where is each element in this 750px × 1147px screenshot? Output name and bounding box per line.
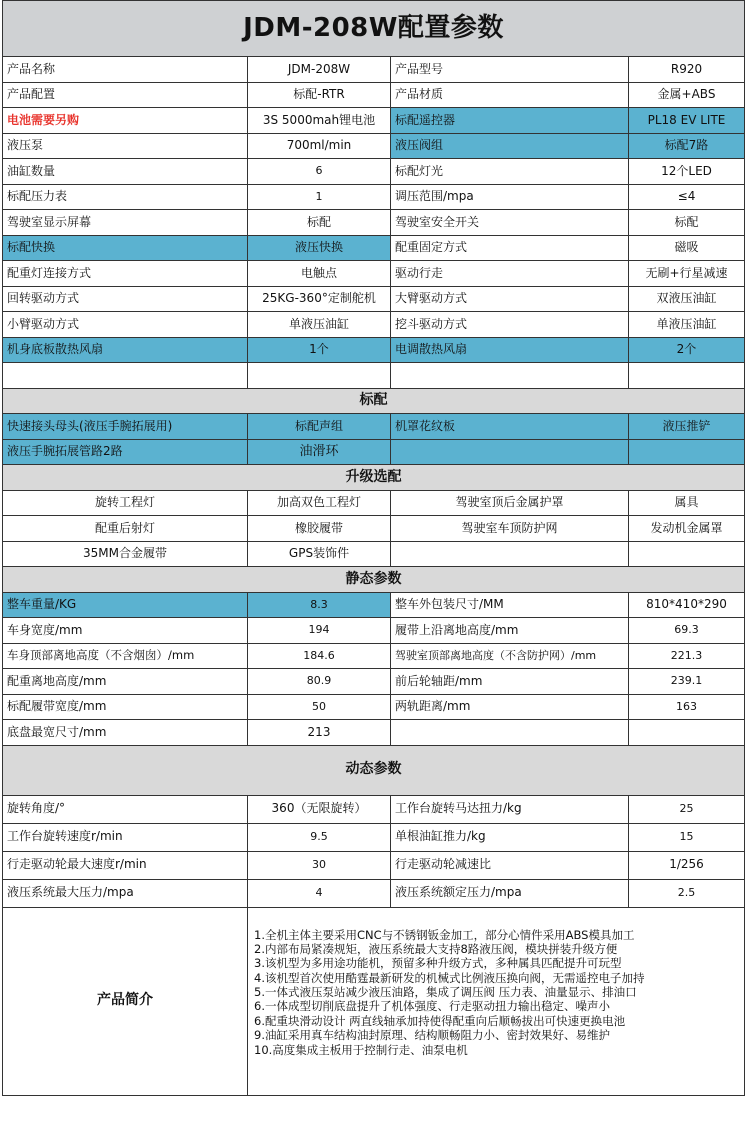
param-value: 25KG-360°定制舵机 (248, 286, 391, 312)
param-label: 小臂驱动方式 (3, 312, 248, 338)
param-value: 239.1 (629, 669, 745, 695)
param-value: 单液压油缸 (248, 312, 391, 338)
intro-text (248, 907, 745, 1095)
upgrade-item (391, 541, 629, 567)
param-value: 1个 (248, 337, 391, 363)
table-row (3, 879, 745, 907)
upgrade-item: 配重后射灯 (3, 516, 248, 542)
param-value: 1 (248, 184, 391, 210)
param-label: 液压阀组 (391, 133, 629, 159)
intro-line: 9.油缸采用真车结构油封原理、结构顺畅阻力小、密封效果好、易维护 (254, 1028, 610, 1043)
param-label: 车身顶部离地高度（不含烟囱）/mm (3, 643, 248, 669)
param-value: 12个LED (629, 159, 745, 185)
table-row (3, 57, 745, 83)
param-value: 9.5 (248, 823, 391, 851)
section-standard-header: 标配 (3, 388, 745, 414)
table-row (3, 643, 745, 669)
upgrade-item: 驾驶室车顶防护网 (391, 516, 629, 542)
param-value: 2个 (629, 337, 745, 363)
section-header-row (3, 465, 745, 491)
table-row (3, 541, 745, 567)
param-label: 标配遥控器 (391, 108, 629, 134)
intro-line: 4.该机型首次使用酷霆最新研发的机械式比例液压换向阀，无需遥控电子加持 (254, 970, 645, 985)
table-row (3, 108, 745, 134)
param-label: 底盘最宽尺寸/mm (3, 720, 248, 746)
intro-line: 10.高度集成主板用于控制行走、油泵电机 (254, 1042, 468, 1057)
param-label: 标配灯光 (391, 159, 629, 185)
intro-label: 产品简介 (3, 907, 248, 1095)
section-header-row (3, 745, 745, 795)
param-value: 无刷+行星减速 (629, 261, 745, 287)
param-label: 油缸数量 (3, 159, 248, 185)
table-row (3, 669, 745, 695)
param-value: 700ml/min (248, 133, 391, 159)
param-label: 电调散热风扇 (391, 337, 629, 363)
param-value: 8.3 (248, 592, 391, 618)
table-row (3, 618, 745, 644)
param-label: 回转驱动方式 (3, 286, 248, 312)
param-label: 液压系统额定压力/mpa (391, 879, 629, 907)
table-row (3, 337, 745, 363)
param-label: 配重离地高度/mm (3, 669, 248, 695)
table-row (3, 286, 745, 312)
param-label: 车身宽度/mm (3, 618, 248, 644)
section-dynamic-header: 动态参数 (3, 745, 745, 795)
param-label (391, 720, 629, 746)
param-label: 两轨距离/mm (391, 694, 629, 720)
param-label: 驾驶室顶部离地高度（不含防护网）/mm (391, 643, 629, 669)
table-row (3, 210, 745, 236)
param-label: 旋转角度/° (3, 795, 248, 823)
param-label: 单根油缸推力/kg (391, 823, 629, 851)
standard-item (391, 439, 629, 465)
param-value: 184.6 (248, 643, 391, 669)
param-label: 产品配置 (3, 82, 248, 108)
param-value: 213 (248, 720, 391, 746)
param-label: 挖斗驱动方式 (391, 312, 629, 338)
empty-row (3, 363, 745, 389)
param-label: 标配快换 (3, 235, 248, 261)
upgrade-item: 属具 (629, 490, 745, 516)
param-label: 前后轮轴距/mm (391, 669, 629, 695)
param-value: PL18 EV LITE (629, 108, 745, 134)
param-value: 50 (248, 694, 391, 720)
param-label: 配重灯连接方式 (3, 261, 248, 287)
param-value: R920 (629, 57, 745, 83)
param-label: 行走驱动轮最大速度r/min (3, 851, 248, 879)
param-value: 液压快换 (248, 235, 391, 261)
intro-line: 5.一体式液压泵站减少液压油路，集成了调压阀 压力表、油量显示、排油口 (254, 985, 637, 999)
table-row (3, 439, 745, 465)
param-label: 行走驱动轮减速比 (391, 851, 629, 879)
section-static-header: 静态参数 (3, 567, 745, 593)
intro-line: 6.配重块滑动设计 两直线轴承加持使得配重向后顺畅拔出可快速更换电池 (254, 1013, 626, 1028)
param-value: 194 (248, 618, 391, 644)
intro-line: 3.该机型为多用途功能机，预留多种升级方式，多种属具匹配提升可玩型 (254, 956, 622, 971)
param-value: 电触点 (248, 261, 391, 287)
param-label: 配重固定方式 (391, 235, 629, 261)
param-label: 驾驶室显示屏幕 (3, 210, 248, 236)
param-value: 1/256 (629, 851, 745, 879)
param-label: 调压范围/mpa (391, 184, 629, 210)
table-row (3, 592, 745, 618)
standard-item (629, 439, 745, 465)
param-label: 标配压力表 (3, 184, 248, 210)
param-label: 标配履带宽度/mm (3, 694, 248, 720)
upgrade-item: 橡胶履带 (248, 516, 391, 542)
standard-item: 液压推铲 (629, 414, 745, 440)
param-label: 工作台旋转马达扭力/kg (391, 795, 629, 823)
upgrade-item: 加高双色工程灯 (248, 490, 391, 516)
intro-line: 2.内部布局紧凑规矩，液压系统最大支持8路液压阀，模块拼装升级方便 (254, 941, 618, 956)
table-row (3, 133, 745, 159)
param-value: 221.3 (629, 643, 745, 669)
spec-table (2, 0, 745, 1096)
param-value: 标配 (629, 210, 745, 236)
param-value: 金属+ABS (629, 82, 745, 108)
upgrade-item: 旋转工程灯 (3, 490, 248, 516)
param-value: ≤4 (629, 184, 745, 210)
table-row (3, 795, 745, 823)
intro-line: 1.全机主体主要采用CNC与不锈钢钣金加工，部分心情件采用ABS模具加工 (254, 927, 635, 942)
upgrade-item: 发动机金属罩 (629, 516, 745, 542)
param-label: 产品名称 (3, 57, 248, 83)
param-value: 80.9 (248, 669, 391, 695)
param-value: 360（无限旋转） (248, 795, 391, 823)
upgrade-item (629, 541, 745, 567)
param-value: 163 (629, 694, 745, 720)
param-value: 810*410*290 (629, 592, 745, 618)
table-row (3, 516, 745, 542)
table-row (3, 414, 745, 440)
standard-item: 标配声组 (248, 414, 391, 440)
page-title: JDM-208W配置参数 (3, 1, 745, 57)
param-value: 15 (629, 823, 745, 851)
table-row (3, 490, 745, 516)
param-value: 单液压油缸 (629, 312, 745, 338)
param-value: 25 (629, 795, 745, 823)
table-row (3, 694, 745, 720)
param-label: 整车重量/KG (3, 592, 248, 618)
section-upgrade-header: 升级选配 (3, 465, 745, 491)
table-row (3, 823, 745, 851)
battery-notice: 电池需要另购 (3, 108, 248, 134)
title-row (3, 1, 745, 57)
param-label: 工作台旋转速度r/min (3, 823, 248, 851)
param-label: 驾驶室安全开关 (391, 210, 629, 236)
table-row (3, 720, 745, 746)
param-value: 2.5 (629, 879, 745, 907)
param-label: 履带上沿离地高度/mm (391, 618, 629, 644)
upgrade-item: 35MM合金履带 (3, 541, 248, 567)
standard-item: 液压手腕拓展管路2路 (3, 439, 248, 465)
table-row (3, 82, 745, 108)
param-value: 磁吸 (629, 235, 745, 261)
param-label: 大臂驱动方式 (391, 286, 629, 312)
table-row (3, 261, 745, 287)
table-row (3, 312, 745, 338)
table-row (3, 184, 745, 210)
param-value: 4 (248, 879, 391, 907)
intro-row (3, 907, 745, 1095)
param-value (629, 720, 745, 746)
param-label: 产品材质 (391, 82, 629, 108)
table-row (3, 851, 745, 879)
param-label: 液压泵 (3, 133, 248, 159)
spec-sheet (2, 0, 748, 1096)
param-value: 标配 (248, 210, 391, 236)
param-value: 标配-RTR (248, 82, 391, 108)
param-label: 整车外包装尺寸/MM (391, 592, 629, 618)
upgrade-item: 驾驶室顶后金属护罩 (391, 490, 629, 516)
standard-item: 快速接头母头(液压手腕拓展用) (3, 414, 248, 440)
param-value: 标配7路 (629, 133, 745, 159)
table-row (3, 235, 745, 261)
upgrade-item: GPS装饰件 (248, 541, 391, 567)
param-value: 6 (248, 159, 391, 185)
param-value: JDM-208W (248, 57, 391, 83)
table-row (3, 159, 745, 185)
intro-line: 6.一体成型切削底盘提升了机体强度、行走驱动扭力输出稳定、噪声小 (254, 999, 610, 1014)
section-header-row (3, 567, 745, 593)
param-value: 双液压油缸 (629, 286, 745, 312)
standard-item: 油滑环 (248, 439, 391, 465)
section-header-row (3, 388, 745, 414)
param-label: 液压系统最大压力/mpa (3, 879, 248, 907)
param-label: 驱动行走 (391, 261, 629, 287)
param-value: 69.3 (629, 618, 745, 644)
param-value: 3S 5000mah锂电池 (248, 108, 391, 134)
standard-item: 机罩花纹板 (391, 414, 629, 440)
param-label: 机身底板散热风扇 (3, 337, 248, 363)
param-value: 30 (248, 851, 391, 879)
param-label: 产品型号 (391, 57, 629, 83)
